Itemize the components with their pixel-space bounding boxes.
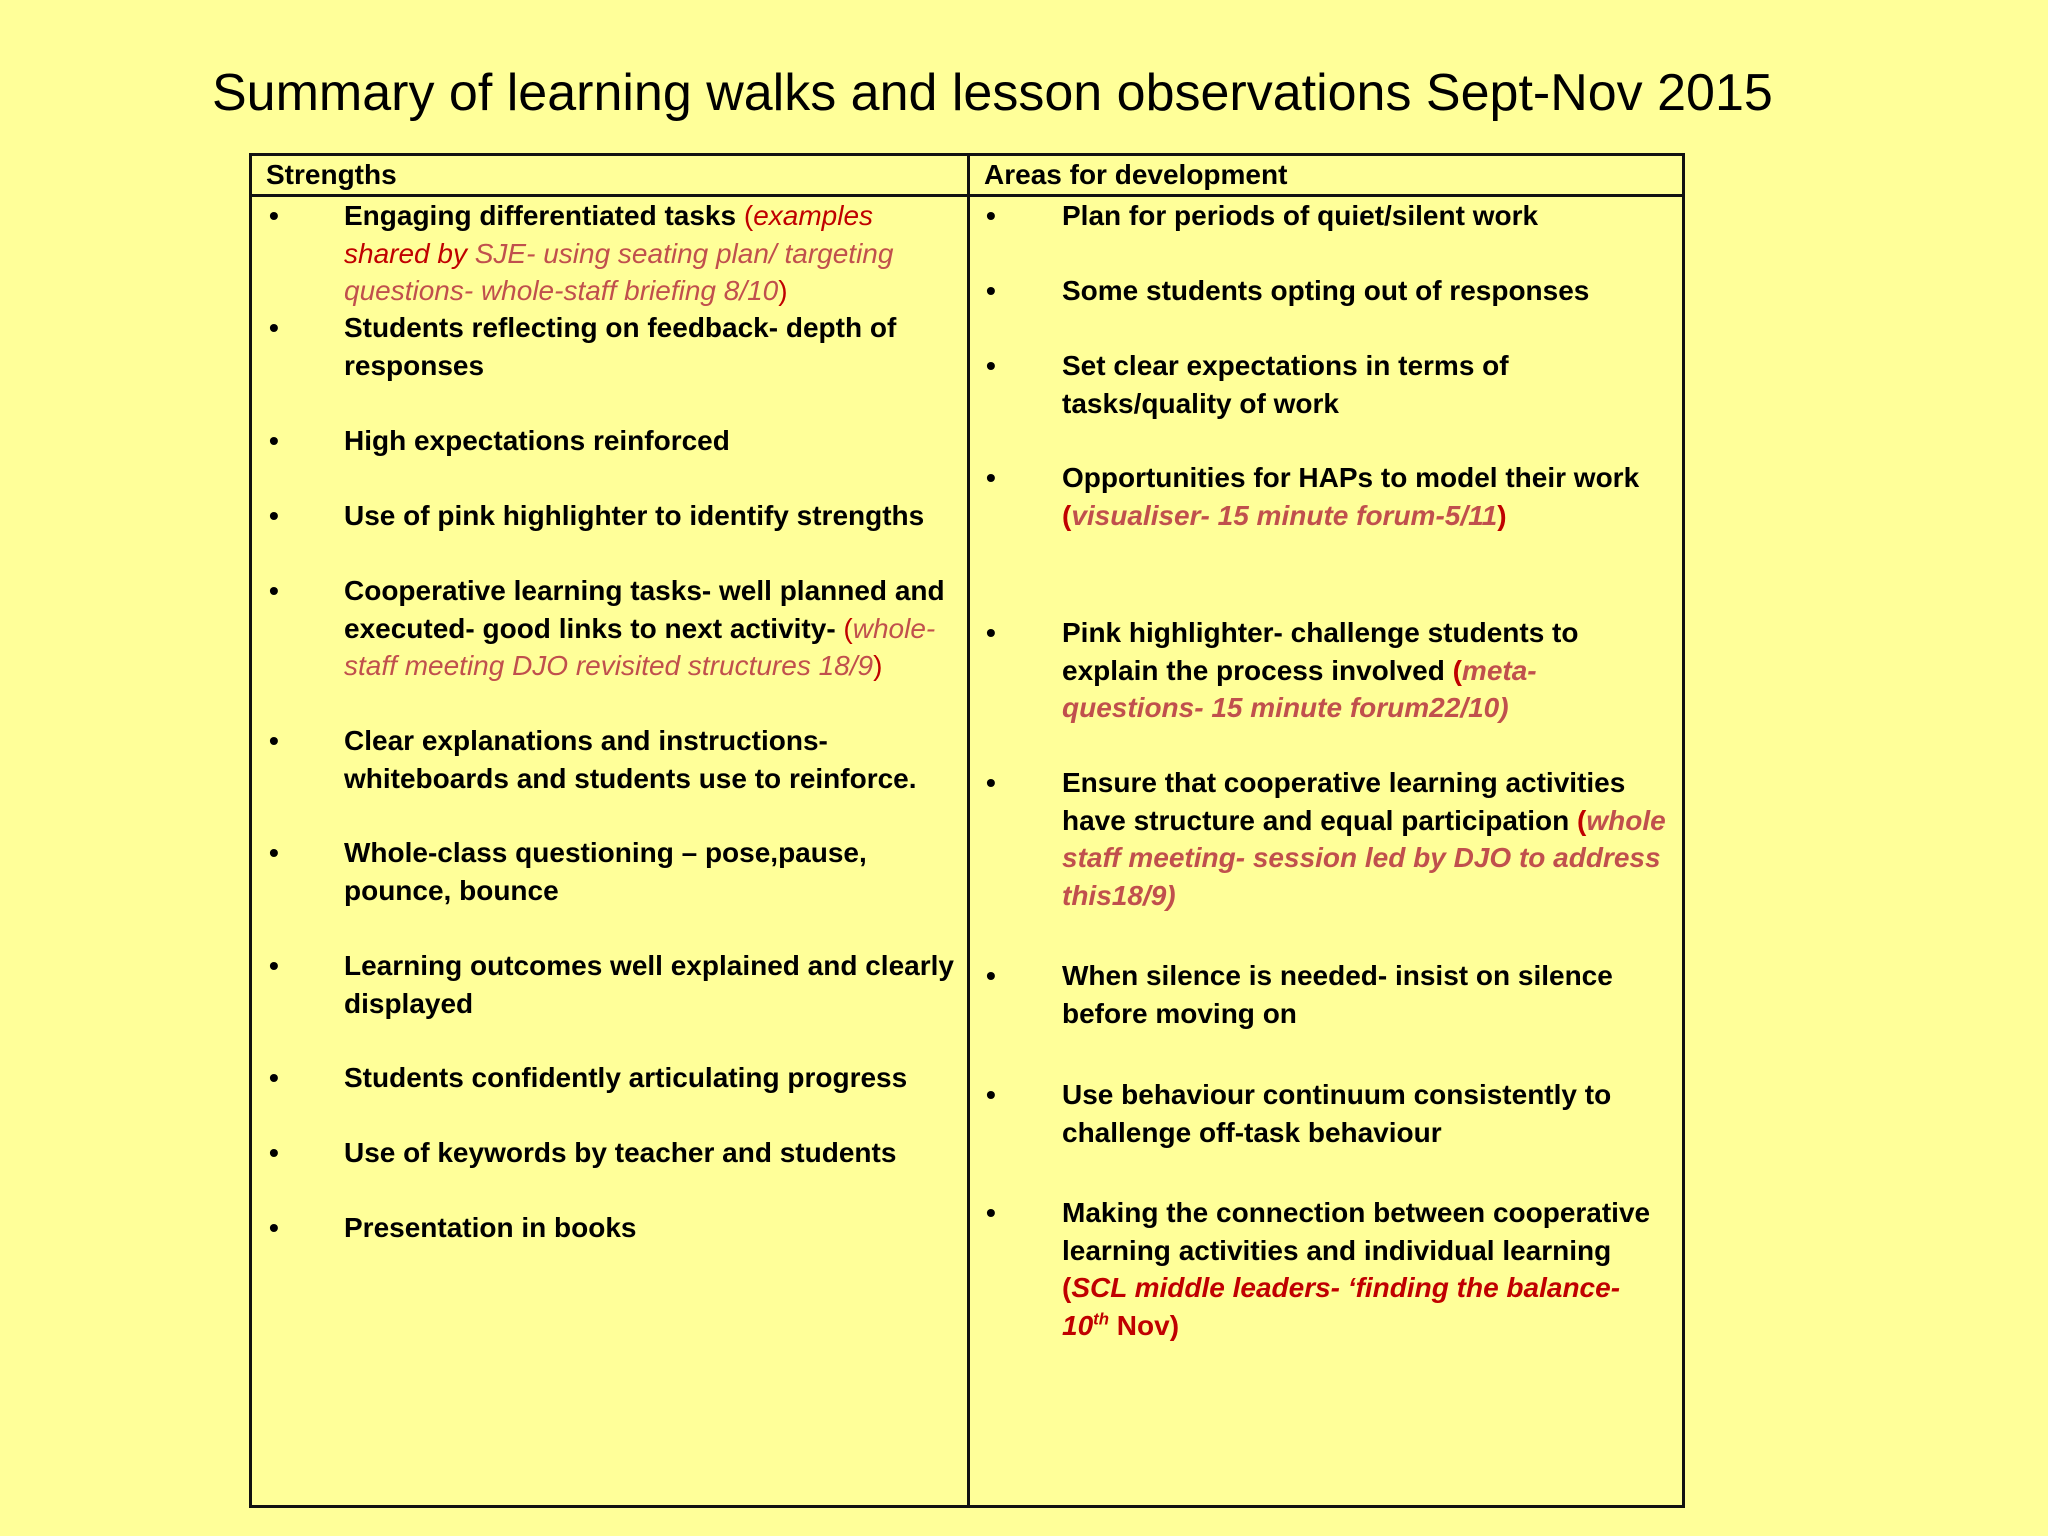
strength-text: Cooperative learning tasks- well planned and executed- good links to next activity- <box>344 575 945 644</box>
development-reference: whole staff meeting- session led by DJO to address this18/9) <box>1062 804 1666 911</box>
strength-text: Use of pink highlighter to identify strengths <box>344 500 925 531</box>
strength-text: Clear explanations and instructions- whiteboards and students use to reinforce. <box>344 725 917 794</box>
page-title: Summary of learning walks and lesson observations Sept-Nov 2015 <box>212 64 1773 122</box>
development-text: Opportunities for HAPs to model their work <box>1062 462 1640 493</box>
bullet-icon: • <box>269 500 279 531</box>
strengths-header: Strengths <box>266 159 397 190</box>
bullet-icon: • <box>269 950 279 981</box>
bullet-icon: • <box>269 837 279 868</box>
bullet-icon: • <box>269 1212 279 1243</box>
column-divider <box>967 156 970 1505</box>
strength-text: Students confidently articulating progress <box>344 1062 908 1093</box>
strength-text: Learning outcomes well explained and clearly displayed <box>344 950 954 1019</box>
development-header: Areas for development <box>984 159 1288 190</box>
bullet-icon: • <box>986 462 996 493</box>
bullet-icon: • <box>986 200 996 231</box>
bullet-icon: • <box>269 725 279 756</box>
bullet-icon: • <box>269 1062 279 1093</box>
development-text: Set clear expectations in terms of tasks/quality of work <box>1062 350 1509 419</box>
strength-text: Presentation in books <box>344 1212 637 1243</box>
strength-text: High expectations reinforced <box>344 425 730 456</box>
development-text: Making the connection between cooperative learning activities and individual learning <box>1062 1197 1651 1266</box>
strength-text: Use of keywords by teacher and students <box>344 1137 897 1168</box>
bullet-icon: • <box>269 312 279 343</box>
strength-reference: SJE- using seating plan/ targeting questions- whole-staff briefing 8/10 <box>344 237 894 306</box>
bullet-icon: • <box>986 617 996 648</box>
bullet-icon: • <box>269 1137 279 1168</box>
development-reference: meta-questions- 15 minute forum22/10) <box>1062 654 1537 723</box>
strength-text: Engaging differentiated tasks <box>344 200 737 231</box>
strength-text: Students reflecting on feedback- depth of responses <box>344 312 897 381</box>
summary-table: Strengths Areas for development • Engaging differentiated tasks (examples shared by SJE- using seating plan/ targeting questions- whole-staff briefing 8/10) • Students reflecting on feedback- depth of responses • High expectations reinforced • Use of pink highlighter to identify strengths • Cooperative learning tasks- well planned and executed- good links to next activity- (whole-staff meeting DJO revisited structures 18/9) • Clear explanations and instructions- whiteboards and students use to reinforce. • Whole-class questioning – pose,pause, pounce, bounce • Learning outcomes well explained and clearly displayed • Students confidently articulating progress • Use of keywords by teacher and students • Presentation in books • Plan for periods of quiet/silent work • Some students opting out of responses • Set clear expectations in terms of tasks/quality of work • Opportunities for HAPs to model their work (visualiser- 15 minute forum-5/11) • Pink highlighter- challenge students to explain the process involved (meta-questions- 15 minute forum22/10) • Ensure that cooperative learning activities have structure and equal participation (whole staff meeting- session led by DJO to address this18/9) • When silence is needed- insist on silence before moving on • Use behaviour continuum consistently to challenge off-task behaviour • Making the connection between cooperative learning activities and individual learning (SCL middle leaders- ‘finding the balance- 10th Nov) <box>249 153 1685 1508</box>
bullet-icon: • <box>986 1079 996 1110</box>
bullet-icon: • <box>269 575 279 606</box>
development-text: Ensure that cooperative learning activities have structure and equal participation <box>1062 767 1626 836</box>
development-text: When silence is needed- insist on silence before moving on <box>1062 960 1613 1029</box>
bullet-icon: • <box>986 767 996 798</box>
development-reference: visualiser- 15 minute forum-5/11 <box>1071 499 1498 531</box>
bullet-icon: • <box>269 425 279 456</box>
bullet-icon: • <box>986 350 996 381</box>
development-text: Use behaviour continuum consistently to challenge off-task behaviour <box>1062 1079 1612 1148</box>
development-reference: SCL middle leaders- ‘finding the balance- 10 <box>1062 1272 1621 1341</box>
development-text: Some students opting out of responses <box>1062 275 1590 306</box>
strength-reference: examples shared by <box>344 200 874 269</box>
bullet-icon: • <box>269 200 279 231</box>
bullet-icon: • <box>986 960 996 991</box>
strength-text: Whole-class questioning – pose,pause, pounce, bounce <box>344 837 867 906</box>
bullet-icon: • <box>986 275 996 306</box>
development-text: Plan for periods of quiet/silent work <box>1062 200 1539 231</box>
bullet-icon: • <box>986 1197 996 1228</box>
strength-reference: whole-staff meeting DJO revisited structures 18/9 <box>344 612 936 681</box>
development-text: Pink highlighter- challenge students to explain the process involved <box>1062 617 1579 686</box>
